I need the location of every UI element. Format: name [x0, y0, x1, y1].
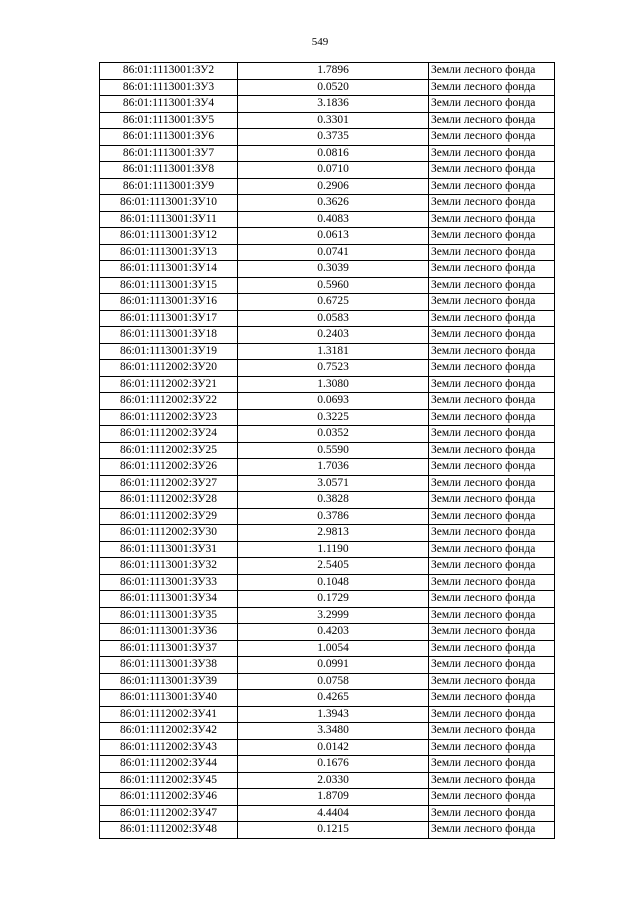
area-cell: 0.0583 [238, 310, 429, 327]
table-row [100, 442, 555, 459]
cadastral-number-cell: 86:01:1113001:ЗУ36 [100, 624, 238, 641]
area-cell: 0.3828 [238, 492, 429, 509]
table-row [100, 541, 555, 558]
area-cell: 0.4265 [238, 690, 429, 707]
cadastral-number-cell: 86:01:1113001:ЗУ18 [100, 327, 238, 344]
land-category-cell: Земли лесного фонда [429, 805, 555, 822]
land-category-cell: Земли лесного фонда [429, 327, 555, 344]
land-category-cell: Земли лесного фонда [429, 129, 555, 146]
area-cell: 2.0330 [238, 772, 429, 789]
cadastral-number-cell: 86:01:1113001:ЗУ8 [100, 162, 238, 179]
cadastral-number-cell: 86:01:1113001:ЗУ15 [100, 277, 238, 294]
land-category-cell: Земли лесного фонда [429, 558, 555, 575]
table-row [100, 426, 555, 443]
land-category-cell: Земли лесного фонда [429, 145, 555, 162]
table-row [100, 756, 555, 773]
land-category-cell: Земли лесного фонда [429, 789, 555, 806]
table-row [100, 607, 555, 624]
cadastral-number-cell: 86:01:1113001:ЗУ17 [100, 310, 238, 327]
cadastral-number-cell: 86:01:1113001:ЗУ9 [100, 178, 238, 195]
area-cell: 0.3735 [238, 129, 429, 146]
area-cell: 0.6725 [238, 294, 429, 311]
land-category-cell: Земли лесного фонда [429, 739, 555, 756]
cadastral-number-cell: 86:01:1113001:ЗУ3 [100, 79, 238, 96]
table-row [100, 178, 555, 195]
table-row [100, 591, 555, 608]
land-category-cell: Земли лесного фонда [429, 426, 555, 443]
cadastral-number-cell: 86:01:1112002:ЗУ23 [100, 409, 238, 426]
land-plots-table [99, 62, 555, 839]
cadastral-number-cell: 86:01:1113001:ЗУ6 [100, 129, 238, 146]
area-cell: 0.0693 [238, 393, 429, 410]
table-row [100, 244, 555, 261]
land-category-cell: Земли лесного фонда [429, 591, 555, 608]
area-cell: 0.0758 [238, 673, 429, 690]
area-cell: 1.7896 [238, 63, 429, 80]
area-cell: 0.3225 [238, 409, 429, 426]
land-category-cell: Земли лесного фонда [429, 640, 555, 657]
area-cell: 0.1676 [238, 756, 429, 773]
land-category-cell: Земли лесного фонда [429, 63, 555, 80]
table-row [100, 723, 555, 740]
cadastral-number-cell: 86:01:1113001:ЗУ7 [100, 145, 238, 162]
area-cell: 3.3480 [238, 723, 429, 740]
land-category-cell: Земли лесного фонда [429, 96, 555, 113]
cadastral-number-cell: 86:01:1112002:ЗУ20 [100, 360, 238, 377]
area-cell: 0.3786 [238, 508, 429, 525]
area-cell: 1.3943 [238, 706, 429, 723]
land-category-cell: Земли лесного фонда [429, 228, 555, 245]
table-row [100, 475, 555, 492]
cadastral-number-cell: 86:01:1112002:ЗУ26 [100, 459, 238, 476]
area-cell: 2.5405 [238, 558, 429, 575]
table-row [100, 145, 555, 162]
land-category-cell: Земли лесного фонда [429, 690, 555, 707]
table-row [100, 63, 555, 80]
table-row [100, 96, 555, 113]
area-cell: 0.0710 [238, 162, 429, 179]
table-row [100, 822, 555, 839]
cadastral-number-cell: 86:01:1113001:ЗУ34 [100, 591, 238, 608]
area-cell: 0.0991 [238, 657, 429, 674]
table-row [100, 211, 555, 228]
table-row [100, 673, 555, 690]
table-row [100, 162, 555, 179]
cadastral-number-cell: 86:01:1112002:ЗУ24 [100, 426, 238, 443]
table-row [100, 393, 555, 410]
land-category-cell: Земли лесного фонда [429, 772, 555, 789]
cadastral-number-cell: 86:01:1113001:ЗУ40 [100, 690, 238, 707]
table-row [100, 376, 555, 393]
cadastral-number-cell: 86:01:1113001:ЗУ19 [100, 343, 238, 360]
land-category-cell: Земли лесного фонда [429, 376, 555, 393]
land-category-cell: Земли лесного фонда [429, 574, 555, 591]
land-category-cell: Земли лесного фонда [429, 162, 555, 179]
cadastral-number-cell: 86:01:1113001:ЗУ11 [100, 211, 238, 228]
area-cell: 1.8709 [238, 789, 429, 806]
area-cell: 0.0352 [238, 426, 429, 443]
table-row [100, 805, 555, 822]
land-category-cell: Земли лесного фонда [429, 607, 555, 624]
area-cell: 1.3080 [238, 376, 429, 393]
table-row [100, 310, 555, 327]
land-category-cell: Земли лесного фонда [429, 624, 555, 641]
table-row [100, 343, 555, 360]
cadastral-number-cell: 86:01:1113001:ЗУ4 [100, 96, 238, 113]
land-category-cell: Земли лесного фонда [429, 475, 555, 492]
table-row [100, 508, 555, 525]
land-category-cell: Земли лесного фонда [429, 211, 555, 228]
land-category-cell: Земли лесного фонда [429, 459, 555, 476]
land-category-cell: Земли лесного фонда [429, 723, 555, 740]
land-category-cell: Земли лесного фонда [429, 79, 555, 96]
cadastral-number-cell: 86:01:1112002:ЗУ46 [100, 789, 238, 806]
land-category-cell: Земли лесного фонда [429, 657, 555, 674]
area-cell: 0.3626 [238, 195, 429, 212]
cadastral-number-cell: 86:01:1113001:ЗУ35 [100, 607, 238, 624]
cadastral-number-cell: 86:01:1113001:ЗУ39 [100, 673, 238, 690]
table-row [100, 706, 555, 723]
table-row [100, 261, 555, 278]
cadastral-number-cell: 86:01:1113001:ЗУ32 [100, 558, 238, 575]
table-row [100, 640, 555, 657]
cadastral-number-cell: 86:01:1112002:ЗУ27 [100, 475, 238, 492]
cadastral-number-cell: 86:01:1112002:ЗУ25 [100, 442, 238, 459]
cadastral-number-cell: 86:01:1112002:ЗУ44 [100, 756, 238, 773]
cadastral-number-cell: 86:01:1112002:ЗУ29 [100, 508, 238, 525]
cadastral-number-cell: 86:01:1112002:ЗУ41 [100, 706, 238, 723]
land-category-cell: Земли лесного фонда [429, 492, 555, 509]
table-row [100, 624, 555, 641]
cadastral-number-cell: 86:01:1112002:ЗУ28 [100, 492, 238, 509]
area-cell: 0.7523 [238, 360, 429, 377]
land-category-cell: Земли лесного фонда [429, 244, 555, 261]
table-row [100, 112, 555, 129]
cadastral-number-cell: 86:01:1113001:ЗУ16 [100, 294, 238, 311]
land-category-cell: Земли лесного фонда [429, 178, 555, 195]
area-cell: 2.9813 [238, 525, 429, 542]
area-cell: 0.1729 [238, 591, 429, 608]
cadastral-number-cell: 86:01:1113001:ЗУ31 [100, 541, 238, 558]
table-row [100, 558, 555, 575]
area-cell: 1.3181 [238, 343, 429, 360]
table-row [100, 459, 555, 476]
area-cell: 0.1048 [238, 574, 429, 591]
cadastral-number-cell: 86:01:1113001:ЗУ2 [100, 63, 238, 80]
cadastral-number-cell: 86:01:1112002:ЗУ22 [100, 393, 238, 410]
table-row [100, 409, 555, 426]
area-cell: 0.5590 [238, 442, 429, 459]
cadastral-number-cell: 86:01:1112002:ЗУ48 [100, 822, 238, 839]
area-cell: 0.2906 [238, 178, 429, 195]
land-category-cell: Земли лесного фонда [429, 277, 555, 294]
table-row [100, 772, 555, 789]
area-cell: 1.1190 [238, 541, 429, 558]
land-category-cell: Земли лесного фонда [429, 706, 555, 723]
area-cell: 0.4083 [238, 211, 429, 228]
cadastral-number-cell: 86:01:1112002:ЗУ43 [100, 739, 238, 756]
cadastral-number-cell: 86:01:1112002:ЗУ47 [100, 805, 238, 822]
page-number: 549 [311, 36, 329, 48]
cadastral-number-cell: 86:01:1112002:ЗУ21 [100, 376, 238, 393]
area-cell: 0.0613 [238, 228, 429, 245]
area-cell: 0.0520 [238, 79, 429, 96]
cadastral-number-cell: 86:01:1113001:ЗУ14 [100, 261, 238, 278]
area-cell: 0.3039 [238, 261, 429, 278]
area-cell: 3.2999 [238, 607, 429, 624]
land-category-cell: Земли лесного фонда [429, 822, 555, 839]
table-row [100, 129, 555, 146]
land-category-cell: Земли лесного фонда [429, 541, 555, 558]
cadastral-number-cell: 86:01:1112002:ЗУ30 [100, 525, 238, 542]
area-cell: 0.0741 [238, 244, 429, 261]
table-row [100, 525, 555, 542]
land-category-cell: Земли лесного фонда [429, 525, 555, 542]
area-cell: 1.7036 [238, 459, 429, 476]
land-category-cell: Земли лесного фонда [429, 360, 555, 377]
land-category-cell: Земли лесного фонда [429, 294, 555, 311]
land-category-cell: Земли лесного фонда [429, 442, 555, 459]
table-row [100, 294, 555, 311]
table-row [100, 739, 555, 756]
area-cell: 4.4404 [238, 805, 429, 822]
area-cell: 0.1215 [238, 822, 429, 839]
land-category-cell: Земли лесного фонда [429, 508, 555, 525]
area-cell: 0.4203 [238, 624, 429, 641]
area-cell: 1.0054 [238, 640, 429, 657]
table-row [100, 789, 555, 806]
land-category-cell: Земли лесного фонда [429, 310, 555, 327]
land-category-cell: Земли лесного фонда [429, 195, 555, 212]
land-category-cell: Земли лесного фонда [429, 261, 555, 278]
land-category-cell: Земли лесного фонда [429, 673, 555, 690]
area-cell: 0.0142 [238, 739, 429, 756]
land-category-cell: Земли лесного фонда [429, 343, 555, 360]
table-row [100, 360, 555, 377]
land-category-cell: Земли лесного фонда [429, 409, 555, 426]
land-category-cell: Земли лесного фонда [429, 112, 555, 129]
cadastral-number-cell: 86:01:1112002:ЗУ45 [100, 772, 238, 789]
cadastral-number-cell: 86:01:1113001:ЗУ38 [100, 657, 238, 674]
area-cell: 0.5960 [238, 277, 429, 294]
table-row [100, 657, 555, 674]
area-cell: 3.1836 [238, 96, 429, 113]
table-row [100, 79, 555, 96]
cadastral-number-cell: 86:01:1113001:ЗУ37 [100, 640, 238, 657]
table-row [100, 327, 555, 344]
table-row [100, 195, 555, 212]
table-row [100, 690, 555, 707]
cadastral-number-cell: 86:01:1113001:ЗУ33 [100, 574, 238, 591]
land-category-cell: Земли лесного фонда [429, 756, 555, 773]
area-cell: 0.2403 [238, 327, 429, 344]
cadastral-number-cell: 86:01:1113001:ЗУ13 [100, 244, 238, 261]
table-body [100, 63, 555, 839]
area-cell: 3.0571 [238, 475, 429, 492]
area-cell: 0.3301 [238, 112, 429, 129]
table-row [100, 574, 555, 591]
cadastral-number-cell: 86:01:1112002:ЗУ42 [100, 723, 238, 740]
cadastral-number-cell: 86:01:1113001:ЗУ5 [100, 112, 238, 129]
table-row [100, 228, 555, 245]
table-row [100, 277, 555, 294]
cadastral-number-cell: 86:01:1113001:ЗУ12 [100, 228, 238, 245]
area-cell: 0.0816 [238, 145, 429, 162]
land-category-cell: Земли лесного фонда [429, 393, 555, 410]
table-row [100, 492, 555, 509]
cadastral-number-cell: 86:01:1113001:ЗУ10 [100, 195, 238, 212]
